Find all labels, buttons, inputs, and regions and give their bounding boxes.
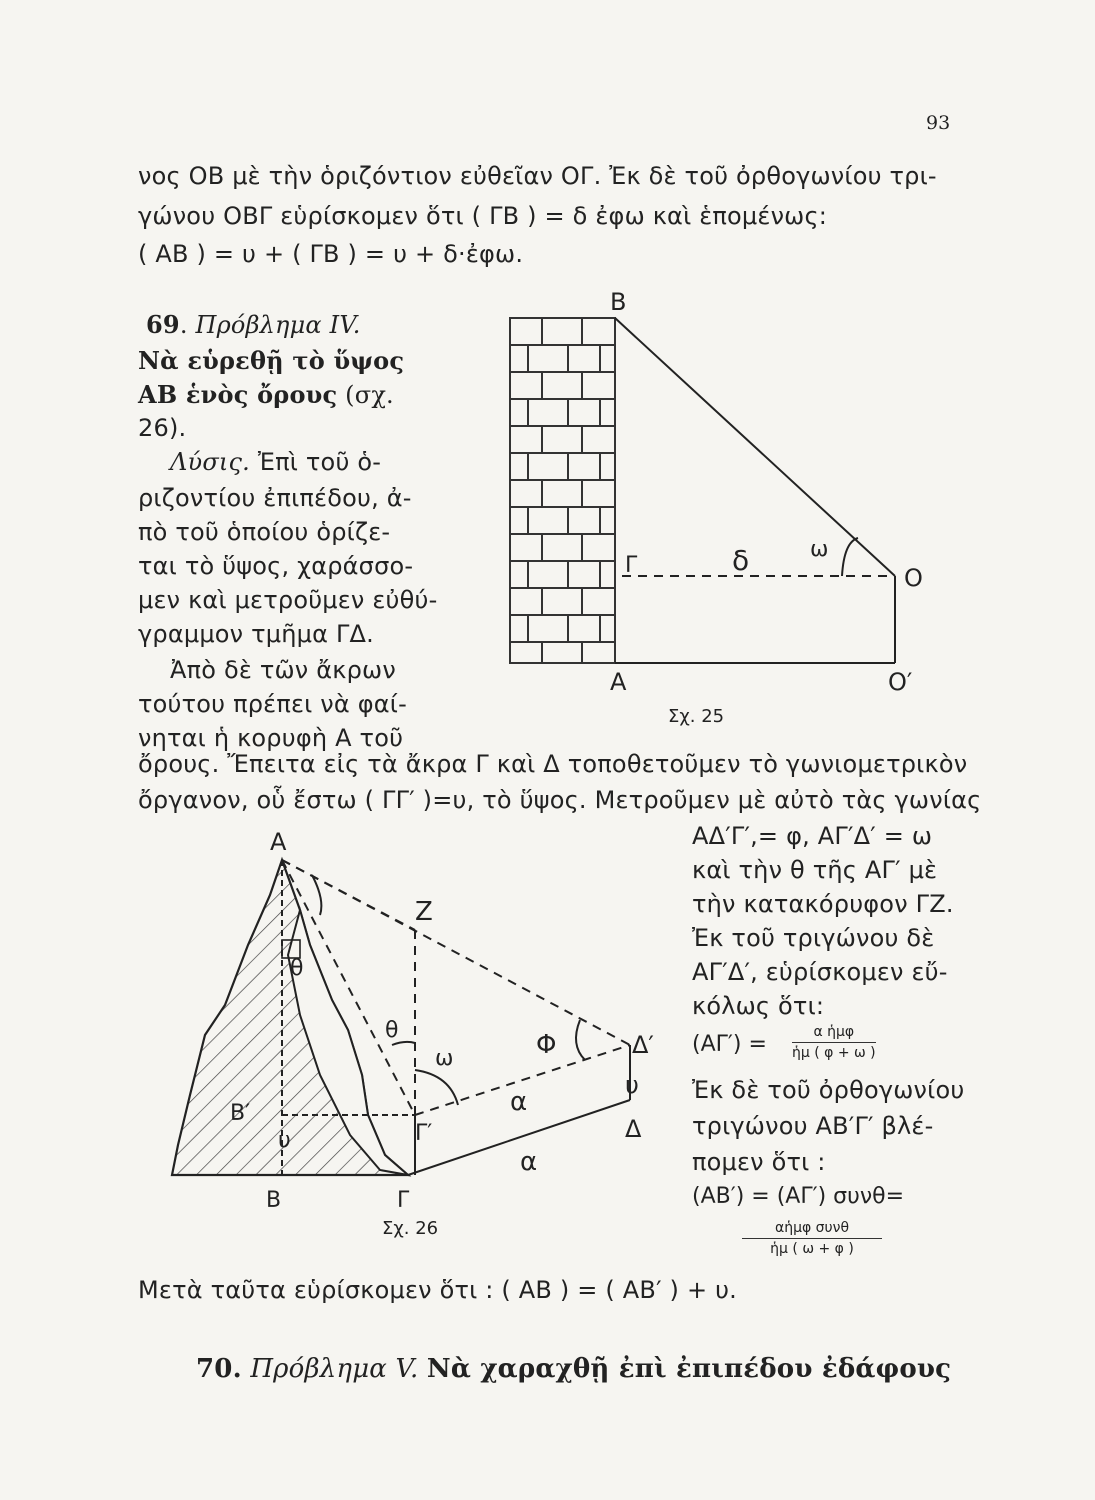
right-line-3: τὴν κατακόρυφον ΓΖ.: [692, 890, 954, 918]
figure-26: [140, 815, 680, 1259]
problem-69-statement-2: ΑΒ ἑνὸς ὄρους: [138, 380, 338, 409]
problem-70-title: Πρόβλημα V.: [250, 1354, 419, 1384]
problem-69-statement-2-wrap: [138, 380, 394, 409]
conclusion-line: Μετὰ ταῦτα εὑρίσκομεν ὅτι : ( ΑΒ ) = ( ΑΒ′ ) + υ.: [138, 1276, 737, 1304]
fig26-label-G-prime: Γ′: [415, 1121, 433, 1146]
solution-line-7: Ἀπὸ δὲ τῶν ἄκρων: [170, 656, 396, 684]
right-line-5: ΑΓ′Δ′, εὑρίσκομεν εὔ-: [692, 958, 948, 986]
fig25-label-G: Γ: [625, 553, 638, 578]
solution-label: Λύσις.: [170, 448, 250, 476]
solution-line-8: τούτου πρέπει νὰ φαί-: [138, 690, 407, 718]
fig25-label-delta: δ: [732, 544, 750, 577]
formula-2-numerator: αἡμφ συνθ: [742, 1220, 882, 1239]
fig25-label-O: Ο: [904, 564, 923, 592]
intro-line-3: ( ΑΒ ) = υ + ( ΓΒ ) = υ + δ·ἐφω.: [138, 240, 524, 268]
angle-phi-arc: [576, 1020, 585, 1060]
fig25-label-omega: ω: [810, 537, 829, 562]
fig26-label-theta-1: θ: [290, 956, 304, 981]
fig25-label-B: Β: [610, 288, 627, 316]
fig26-label-G: Γ: [397, 1188, 410, 1213]
right-line-9: πομεν ὅτι :: [692, 1148, 826, 1176]
figure-25: [470, 280, 950, 704]
problem-69-statement-1: Νὰ εὑρεθῇ τὸ ὕψος: [138, 346, 405, 375]
fig26-label-D: Δ: [625, 1115, 642, 1143]
solution-line-4: ται τὸ ὕψος, χαράσσο-: [138, 552, 414, 580]
fig26-label-upsilon-left: υ: [278, 1128, 291, 1153]
right-line-6: κόλως ὅτι:: [692, 992, 825, 1020]
fig26-label-Z: Z: [415, 897, 433, 927]
formula-2-fraction: [742, 1220, 882, 1257]
problem-69-title: Πρόβλημα IV.: [195, 311, 361, 339]
formula-1-lhs: (ΑΓ′) =: [692, 1032, 767, 1057]
fig26-label-B: Β: [266, 1188, 282, 1213]
angle-theta-arc-top: [312, 875, 321, 915]
formula-2-denominator: ἡμ ( ω + φ ): [770, 1241, 854, 1257]
full-line-2: ὄργανον, οὗ ἔστω ( ΓΓ′ )=υ, τὸ ὕψος. Μετροῦμεν μὲ αὐτὸ τὰς γωνίας: [138, 786, 982, 814]
problem-70-text: Νὰ χαραχθῇ ἐπὶ ἐπιπέδου ἐδάφους: [426, 1354, 952, 1384]
solution-line-1: [170, 448, 381, 476]
problem-70-heading: [196, 1354, 951, 1384]
problem-69-number: 69: [146, 310, 180, 339]
right-line-4: Ἐκ τοῦ τριγώνου δὲ: [692, 924, 935, 952]
right-line-7: Ἐκ δὲ τοῦ ὀρθογωνίου: [692, 1076, 965, 1104]
problem-70-number: 70.: [196, 1354, 242, 1384]
full-line-1: ὄρους. Ἔπειτα εἰς τὰ ἄκρα Γ καὶ Δ τοποθετοῦμεν τὸ γωνιομετρικὸν: [138, 750, 968, 778]
fig26-label-omega: ω: [435, 1046, 454, 1071]
right-line-2: καὶ τὴν θ τῆς ΑΓ′ μὲ: [692, 856, 938, 884]
fig26-label-upsilon-right: υ: [625, 1071, 639, 1099]
fig26-label-B-prime: Β′: [230, 1101, 251, 1126]
solution-line-1-text: Ἐπὶ τοῦ ὁ-: [257, 448, 382, 476]
problem-69-statement-ref: (σχ.: [345, 381, 394, 409]
intro-line-1: νος ΟΒ μὲ τὴν ὁριζόντιον εὐθεῖαν ΟΓ. Ἐκ δὲ τοῦ ὀρθογωνίου τρι-: [138, 162, 937, 190]
right-line-1: ΑΔ′Γ′,= φ, ΑΓ′Δ′ = ω: [692, 822, 933, 850]
angle-omega-arc: [842, 538, 858, 576]
problem-69-statement-3: 26).: [138, 414, 187, 442]
sight-line-BO: [615, 318, 895, 576]
solution-line-5: μεν καὶ μετροῦμεν εὐθύ-: [138, 586, 438, 614]
fig26-label-phi: Φ: [536, 1030, 557, 1060]
fig25-label-O-prime: Ο′: [888, 668, 913, 696]
solution-line-2: ριζοντίου ἐπιπέδου, ἀ-: [138, 484, 412, 512]
fig26-label-theta-2: θ: [385, 1018, 399, 1043]
angle-omega-arc: [415, 1070, 458, 1105]
figure-26-caption: Σχ. 26: [382, 1218, 439, 1239]
solution-line-6: γραμμον τμῆμα ΓΔ.: [138, 620, 374, 648]
formula-1-fraction: [792, 1024, 876, 1061]
formula-1-numerator: α ἡμφ: [792, 1024, 876, 1043]
formula-1-denominator: ἡμ ( φ + ω ): [792, 1045, 876, 1061]
right-line-8: τριγώνου ΑΒ′Γ′ βλέ-: [692, 1112, 934, 1140]
brick-wall: [510, 318, 615, 663]
fig26-label-D-prime: Δ′: [632, 1031, 654, 1059]
fig26-label-A: Α: [270, 828, 287, 856]
formula-2-lhs: (ΑΒ′) = (ΑΓ′) συνθ=: [692, 1184, 905, 1209]
intro-line-2: γώνου ΟΒΓ εὑρίσκομεν ὅτι ( ΓΒ ) = δ ἐφω καὶ ἑπομένως:: [138, 202, 828, 230]
figure-25-caption: Σχ. 25: [668, 706, 725, 727]
solution-line-9: νηται ἡ κορυφὴ Α τοῦ: [138, 724, 404, 752]
page-number: 93: [926, 112, 951, 134]
fig25-label-A: Α: [610, 668, 627, 696]
fig26-label-a-bottom: α: [520, 1147, 538, 1177]
problem-69-heading: 69. Πρόβλημα IV.: [146, 310, 361, 339]
solution-line-3: πὸ τοῦ ὁποίου ὁρίζε-: [138, 518, 391, 546]
fig26-label-a-top: α: [510, 1087, 528, 1117]
